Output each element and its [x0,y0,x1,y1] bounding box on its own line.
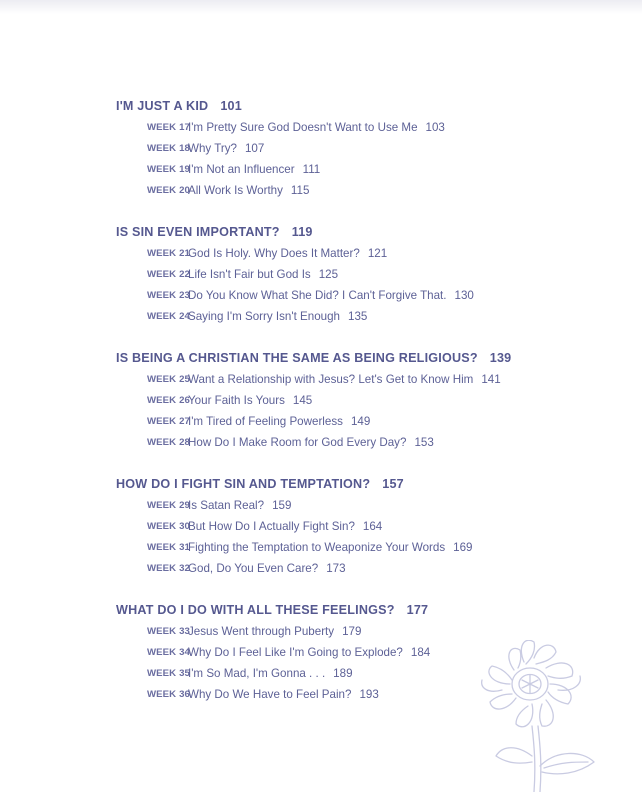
entry-title-wrap [188,138,264,159]
entry-title: All Work Is Worthy [188,184,283,197]
week-number: 30 [179,521,190,532]
entry-page-number: 121 [367,247,388,260]
section-heading[interactable] [116,475,616,495]
week-label [147,558,190,579]
week-word: WEEK [146,143,177,154]
entry-title-wrap [188,495,291,516]
entry-title: Life Isn't Fair but God Is [188,268,311,281]
entry-page-number: 193 [359,688,379,701]
week-word: WEEK [146,626,177,637]
week-word: WEEK [146,542,177,553]
entry-title-wrap [188,432,434,453]
toc-entry[interactable] [116,285,616,306]
entry-page-number: 135 [348,310,368,323]
week-label [147,390,190,411]
entry-title-wrap [188,306,367,327]
week-word: WEEK [146,521,177,532]
section-title: IS SIN EVEN IMPORTANT? [116,225,280,239]
entry-title-wrap [188,285,474,306]
week-label [147,495,190,516]
entry-title: God Is Holy. Why Does It Matter? [188,247,360,260]
week-label [147,537,190,558]
entry-page-number: 141 [481,373,501,386]
entry-title-wrap [188,390,312,411]
entry-title: Fighting the Temptation to Weaponize Your Words [188,541,446,554]
week-label [147,138,190,159]
entry-page-number: 145 [292,394,313,407]
week-label [147,285,190,306]
week-number: 31 [179,542,190,553]
week-number: 21 [179,248,190,259]
entry-title: Why Do I Feel Like I'm Going to Explode? [188,646,403,659]
week-label [147,306,190,327]
entry-title: Do You Know What She Did? I Can't Forgive That. [188,289,447,302]
week-label [147,684,190,705]
toc-entry[interactable] [116,138,616,159]
week-number: 17 [179,122,190,133]
toc-section [116,97,616,201]
toc-entry[interactable] [116,537,616,558]
week-label [147,432,190,453]
entry-title-wrap [188,684,379,705]
sunflower-illustration [462,640,642,792]
toc-entry[interactable] [116,621,616,642]
week-label [147,663,190,684]
entry-title-wrap [188,663,353,684]
week-label [147,243,190,264]
week-word: WEEK [146,164,177,175]
week-word: WEEK [146,185,177,196]
entry-title: Why Do We Have to Feel Pain? [188,688,352,701]
entry-title-wrap [188,537,473,558]
entry-title-wrap [188,369,501,390]
week-word: WEEK [146,689,177,700]
week-label [147,621,190,642]
entry-title: Want a Relationship with Jesus? Let's Get to Know Him [188,373,474,386]
week-word: WEEK [146,647,177,658]
week-word: WEEK [146,374,177,385]
entry-page-number: 169 [453,541,473,554]
week-word: WEEK [146,122,177,133]
section-page-number: 119 [291,225,313,239]
week-word: WEEK [146,395,177,406]
week-label [147,159,190,180]
week-number: 20 [179,185,190,196]
section-page-number: 101 [220,99,242,113]
entry-title-wrap [188,180,309,201]
toc-entry[interactable] [116,516,616,537]
page-top-shadow [0,0,642,14]
week-word: WEEK [146,290,177,301]
entry-title: I'm So Mad, I'm Gonna . . . [188,667,326,680]
toc-entry[interactable] [116,306,616,327]
section-page-number: 157 [382,477,404,491]
entry-title: How Do I Make Room for God Every Day? [188,436,407,449]
week-number: 26 [179,395,190,406]
toc-section [116,475,616,579]
entry-title: I'm Pretty Sure God Doesn't Want to Use Me [188,121,418,134]
week-number: 35 [179,668,190,679]
entry-page-number: 115 [290,184,310,197]
entry-page-number: 179 [342,625,362,638]
entry-title: I'm Tired of Feeling Powerless [188,415,343,428]
week-label [147,117,190,138]
week-label [147,264,190,285]
week-word: WEEK [146,416,177,427]
entry-page-number: 164 [362,520,383,533]
entry-title: God, Do You Even Care? [188,562,319,575]
toc-entry[interactable] [116,243,616,264]
entry-page-number: 111 [302,163,321,176]
toc-entry[interactable] [116,558,616,579]
section-heading[interactable] [116,601,616,621]
entry-title: Is Satan Real? [188,499,265,512]
week-label [147,516,190,537]
entry-page-number: 153 [414,436,434,449]
entry-page-number: 107 [244,142,265,155]
entry-page-number: 103 [425,121,445,134]
entry-page-number: 184 [410,646,431,659]
week-word: WEEK [146,563,177,574]
toc-entry[interactable] [116,117,616,138]
section-heading[interactable] [116,97,616,117]
entry-title: But How Do I Actually Fight Sin? [188,520,355,533]
toc-entry[interactable] [116,369,616,390]
week-number: 36 [179,689,190,700]
toc-entry[interactable] [116,159,616,180]
entry-title-wrap [188,159,320,180]
entry-title-wrap [188,621,361,642]
toc-section [116,349,616,453]
entry-page-number: 159 [272,499,292,512]
toc-entry[interactable] [116,495,616,516]
toc-entry[interactable] [116,432,616,453]
week-number: 27 [179,416,190,427]
section-title: WHAT DO I DO WITH ALL THESE FEELINGS? [116,603,395,617]
entry-title-wrap [188,117,445,138]
entry-title: Saying I'm Sorry Isn't Enough [188,310,340,323]
week-number: 34 [179,647,190,658]
week-number: 29 [179,500,190,511]
week-number: 19 [179,164,190,175]
week-word: WEEK [146,248,177,259]
entry-title: I'm Not an Influencer [188,163,295,176]
entry-title-wrap [188,243,387,264]
entry-page-number: 189 [333,667,353,680]
entry-title: Jesus Went through Puberty [188,625,335,638]
toc-entry[interactable] [116,411,616,432]
week-label [147,411,190,432]
entry-page-number: 125 [318,268,339,281]
week-number: 33 [179,626,190,637]
section-heading[interactable] [116,223,616,243]
entry-title: Your Faith Is Yours [188,394,285,407]
entry-page-number: 173 [326,562,346,575]
week-number: 18 [179,143,190,154]
week-number: 22 [179,269,190,280]
week-number: 23 [179,290,190,301]
toc-entry[interactable] [116,264,616,285]
week-number: 32 [179,563,190,574]
section-title: I'M JUST A KID [116,99,209,113]
section-title: IS BEING A CHRISTIAN THE SAME AS BEING RELIGIOUS? [116,351,478,365]
entry-title-wrap [188,264,338,285]
week-word: WEEK [146,500,177,511]
week-label [147,642,190,663]
entry-title-wrap [188,558,346,579]
week-word: WEEK [146,668,177,679]
entry-title: Why Try? [188,142,237,155]
toc-entry[interactable] [116,390,616,411]
week-number: 28 [179,437,190,448]
week-word: WEEK [146,437,177,448]
week-label [147,180,190,201]
week-number: 25 [179,374,190,385]
week-number: 24 [179,311,190,322]
entry-title-wrap [188,642,430,663]
section-title: HOW DO I FIGHT SIN AND TEMPTATION? [116,477,371,491]
entry-page-number: 130 [454,289,474,302]
entry-title-wrap [188,516,382,537]
week-word: WEEK [146,311,177,322]
table-of-contents [116,97,616,727]
toc-entry[interactable] [116,180,616,201]
section-heading[interactable] [116,349,616,369]
week-word: WEEK [146,269,177,280]
entry-title-wrap [188,411,370,432]
week-label [147,369,190,390]
section-page-number: 177 [406,603,429,617]
section-page-number: 139 [489,351,512,365]
toc-section [116,223,616,327]
entry-page-number: 149 [350,415,371,428]
